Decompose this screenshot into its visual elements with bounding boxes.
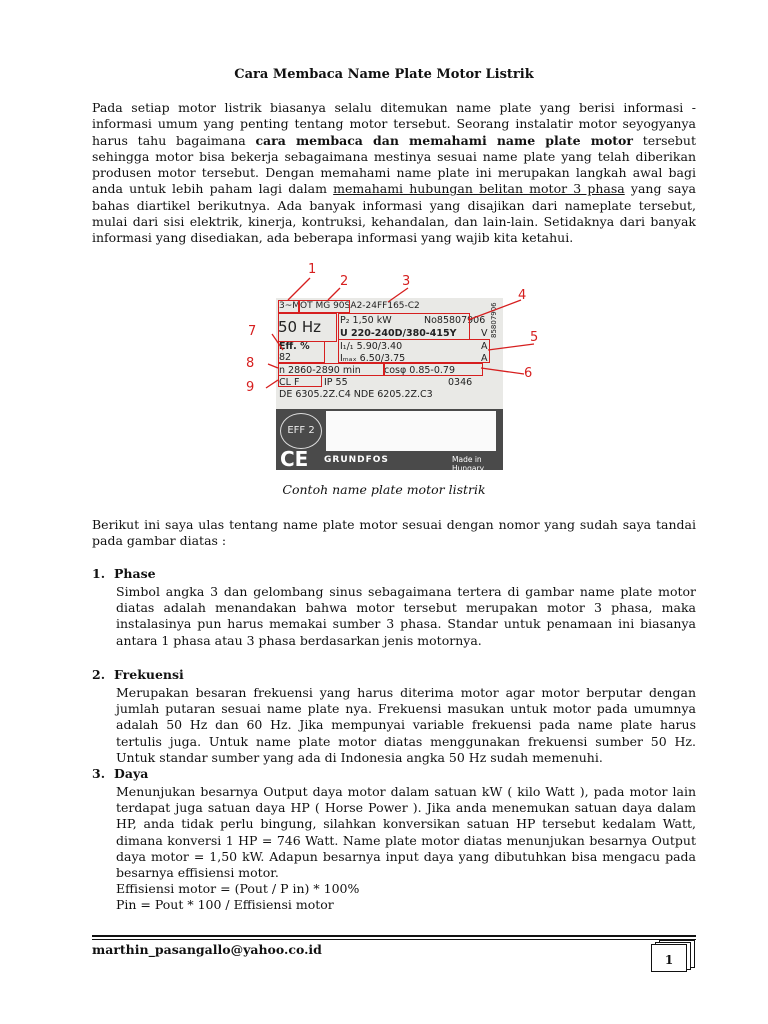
marker-lines (238, 262, 538, 472)
intro-paragraph (92, 100, 696, 247)
intro-text-3: yang saya bahas diartikel berikutnya. Ada banyak informasi yang disajikan dari nameplate tersebut, mulai dari sisi elektrik, kinerja, kontruksi, kehandalan, dan lain-lain. Setidaknya dari banyak informasi yang disediakan, ada beberapa informasi yang wajib kita ketahui. (92, 181, 696, 246)
plate-amp-unit-1: A (481, 341, 488, 352)
section-2-body: Merupakan besaran frekuensi yang harus diterima motor agar motor berputar dengan jumlah putaran sesuai name plate nya. Frekuensi masukan untuk motor pada umumnya adalah 50 Hz dan 60 Hz. Jika mempunyai variable frekuensi pada name plate harus tertulis juga. Untuk name plate motor diatas menggunakan frekuensi sumber 50 Hz. Untuk standar sumber yang ada di Indonesia angka 50 Hz sudah memenuhi. (116, 685, 696, 765)
intro-text-1: Pada setiap motor listrik biasanya selalu ditemukan name plate yang berisi informasi - informasi umum yang penting tentang motor tersebut. Seorang instalatir motor seyogyanya harus tahu bagaimana (92, 100, 696, 148)
plate-current-max: Iₘₐₓ 6.50/3.75 (340, 353, 406, 364)
brand-logo: GRUNDFOS (324, 455, 389, 465)
input-power-formula: Pin = Pout * 100 / Effisiensi motor (116, 897, 334, 913)
lead-paragraph: Berikut ini saya ulas tentang name plate motor sesuai dengan nomor yang sudah saya tandai pada gambar diatas : (92, 517, 696, 549)
intro-text-2: tersebut sehingga motor bisa bekerja sebagaimana mestinya sesuai name plate yang telah diberikan produsen motor tersebut. Dengan memahami name plate ini merupakan langkah awal bagi anda untuk lebih paham lagi dalam (92, 132, 696, 197)
section-1-body: Simbol angka 3 dan gelombang sinus sebagaimana tertera di gambar name plate motor diatas adalah menandakan bahwa motor tersebut merupakan motor 3 phasa, maka instalasinya pun harus memakai sumber 3 phasa. Standar untuk penamaan ini biasanya antara 1 phasa atau 3 phasa berdasarkan jenis motornya. (116, 584, 696, 648)
name-plate-figure (238, 262, 538, 472)
section-3-body (116, 784, 696, 914)
plate-ip-rating: IP 55 (324, 377, 348, 388)
made-in-label: Made in Hungary (452, 455, 485, 473)
eff2-logo: EFF 2 (280, 413, 322, 449)
section-3-text: Menunjukan besarnya Output daya motor dalam satuan kW ( kilo Watt ), pada motor lain terdapat juga satuan daya HP ( Horse Power ). Jika anda menemukan satuan daya dalam HP, anda tidak perlu bingung, silahkan konversikan satuan HP tersebut kedalam Watt, dimana konversi 1 HP = 746 Watt. Name plate motor diatas menunjukan besarnya Output daya motor = 1,50 kW. Adapun besarnya input daya yang dibutuhkan bisa mengacu pada besarnya effisiensi motor. (116, 784, 696, 881)
page-stack-front (651, 944, 687, 972)
intro-link[interactable]: memahami hubungan belitan motor 3 phasa (333, 181, 625, 197)
marker-1: 1 (308, 262, 317, 277)
plate-frequency: 50 Hz (278, 318, 322, 336)
plate-volt-unit: V (481, 328, 488, 339)
plate-serial: No85807906 (424, 315, 486, 326)
plate-efficiency-label: Eff. % (279, 341, 310, 352)
plate-bearings: DE 6305.2Z.C4 NDE 6205.2Z.C3 (279, 389, 433, 400)
marker-8: 8 (246, 356, 255, 371)
page-number-box (651, 944, 695, 974)
section-3-heading: 3. Daya (92, 766, 149, 781)
marker-9: 9 (246, 380, 255, 395)
page-number: 1 (664, 953, 674, 967)
section-1-heading: 1. Phase (92, 566, 156, 581)
marker-7: 7 (248, 324, 257, 339)
marker-4: 4 (518, 288, 527, 303)
plate-side-serial: 85807906 (490, 302, 498, 338)
plate-amp-unit-2: A (481, 353, 488, 364)
footer-rule-thick (92, 935, 696, 937)
plate-code: 0346 (448, 377, 473, 388)
efficiency-formula: Effisiensi motor = (Pout / P in) * 100% (116, 881, 360, 897)
plate-power: P₂ 1,50 kW (340, 315, 392, 326)
marker-3: 3 (402, 274, 411, 289)
marker-2: 2 (340, 274, 349, 289)
plate-current: I₁/₁ 5.90/3.40 (340, 341, 403, 352)
plate-speed: n 2860-2890 min (279, 365, 361, 376)
plate-model-line: 3~MOT MG 90SA2-24FF165-C2 (279, 301, 420, 311)
plate-insulation-class: CL F (279, 377, 300, 388)
document-title: Cara Membaca Name Plate Motor Listrik (234, 67, 534, 82)
ce-mark: CE (280, 447, 309, 471)
marker-6: 6 (524, 366, 533, 381)
intro-bold-text: cara membaca dan memahami name plate motor (255, 132, 633, 148)
plate-power-factor: cosφ 0.85-0.79 (384, 365, 456, 376)
figure-caption: Contoh name plate motor listrik (282, 482, 486, 497)
section-2-heading: 2. Frekuensi (92, 667, 184, 682)
footer-rule-thin (92, 939, 696, 940)
marker-5: 5 (530, 330, 539, 345)
plate-efficiency-value: 82 (279, 352, 292, 363)
plate-voltage: U 220-240D/380-415Y (340, 328, 457, 339)
footer-email: marthin_pasangallo@yahoo.co.id (92, 942, 322, 957)
